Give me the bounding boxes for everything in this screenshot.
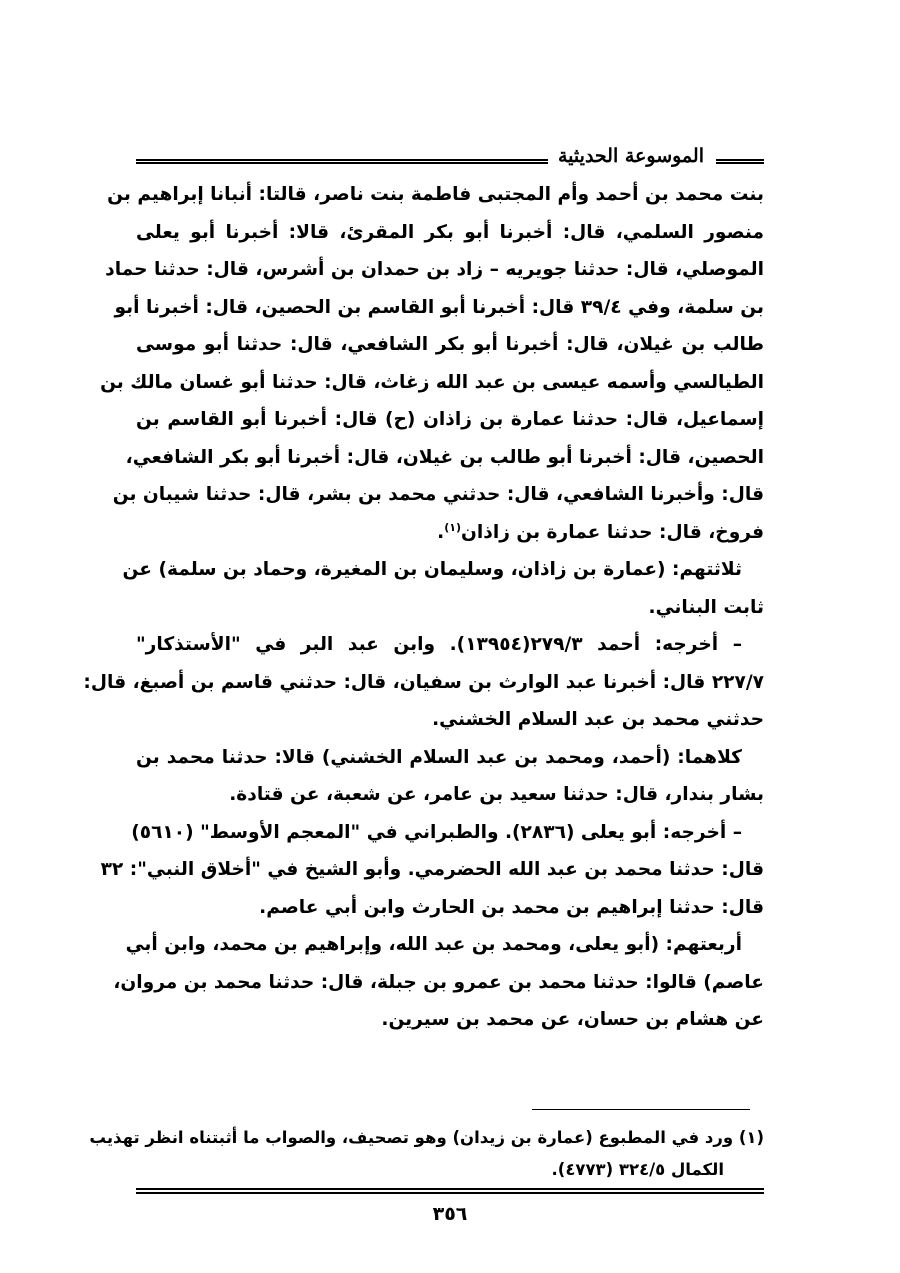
text-line-content: إسماعيل، قال: حدثنا عمارة بن زاذان (ح) قال: أخبرنا أبو القاسم بن — [136, 409, 764, 430]
text-line — [136, 401, 764, 439]
text-line-content: ثابت البناني. — [648, 596, 764, 618]
footnote — [89, 1122, 764, 1186]
text-line — [105, 251, 764, 289]
text-line-content: بن سلمة، وفي ٣٩/٤ قال: أخبرنا أبو القاسم بن الحصين، قال: أخبرنا أبو — [114, 296, 764, 318]
text-line-tail: . — [437, 521, 445, 543]
text-line-content: قال: حدثنا إبراهيم بن محمد بن الحارث وابن أبي عاصم. — [259, 896, 764, 918]
text-line — [136, 589, 764, 627]
text-line — [136, 739, 764, 777]
text-line-content: ٢٢٧/٧ قال: أخبرنا عبد الوارث بن سفيان، قال: حدثني قاسم بن أصبغ، قال: — [83, 671, 764, 693]
text-line — [125, 926, 764, 964]
text-line-content: بشار بندار، قال: حدثنا سعيد بن عامر، عن شعبة، عن قتادة. — [229, 784, 764, 805]
bottom-rule — [136, 1188, 764, 1194]
text-line — [112, 476, 764, 514]
text-line — [136, 701, 764, 739]
text-line — [136, 776, 764, 814]
header-title: الموسوعة الحديثية — [558, 145, 704, 167]
text-line — [136, 326, 764, 364]
text-line — [114, 289, 764, 327]
text-line-content: – أخرجه: أحمد ٢٧٩/٣(١٣٩٥٤). وابن عبد البر في "الأستذكار" — [136, 634, 742, 655]
text-line-content: عاصم) قالوا: حدثنا محمد بن عمرو بن جبلة، قال: حدثنا محمد بن مروان، — [113, 971, 764, 993]
text-line — [100, 851, 764, 889]
text-line — [83, 664, 764, 702]
text-line-content: قال: حدثنا محمد بن عبد الله الحضرمي. وأبو الشيخ في "أخلاق النبي": ٣٢ — [100, 859, 764, 880]
footnote-line: (١) ورد في المطبوع (عمارة بن زيدان) وهو تصحيف، والصواب ما أثبتناه انظر تهذيب — [89, 1128, 764, 1147]
footnote-line: الكمال ٣٢٤/٥ (٤٧٧٣). — [551, 1160, 724, 1179]
text-line — [100, 364, 764, 402]
text-line — [113, 964, 764, 1002]
text-line — [107, 176, 764, 214]
text-line — [122, 551, 764, 589]
text-line — [136, 214, 764, 252]
text-line — [136, 514, 764, 552]
text-line-content: حدثني محمد بن عبد السلام الخشني. — [432, 709, 764, 730]
text-line-content: كلاهما: (أحمد، ومحمد بن عبد السلام الخشني) قالا: حدثنا محمد بن — [136, 746, 742, 768]
main-text — [83, 176, 764, 1039]
text-line — [136, 889, 764, 927]
header-rule-left — [136, 159, 548, 164]
footnote-separator — [532, 1109, 750, 1110]
text-line — [131, 814, 764, 852]
text-line — [136, 1001, 764, 1039]
header-rule-right — [716, 159, 764, 164]
text-line-content: الحصين، قال: أخبرنا أبو طالب بن غيلان، قال: أخبرنا أبو بكر الشافعي، — [125, 446, 764, 468]
text-line-content: قال: وأخبرنا الشافعي، قال: حدثني محمد بن بشر، قال: حدثنا شيبان بن — [112, 484, 764, 505]
text-line-content: أربعتهم: (أبو يعلى، ومحمد بن عبد الله، وإبراهيم بن محمد، وابن أبي — [125, 934, 742, 955]
text-line-content: طالب بن غيلان، قال: أخبرنا أبو بكر الشافعي، قال: حدثنا أبو موسى — [136, 334, 764, 355]
text-line-content: الطيالسي وأسمه عيسى بن عبد الله زغاث، قال: حدثنا أبو غسان مالك بن — [100, 371, 764, 393]
text-line — [125, 439, 764, 477]
text-line-content: منصور السلمي، قال: أخبرنا أبو بكر المقرئ، قالا: أخبرنا أبو يعلى — [136, 221, 764, 243]
text-line-content: – أخرجه: أبو يعلى (٢٨٣٦). والطبراني في "المعجم الأوسط" (٥٦١٠) — [131, 821, 742, 843]
text-line-content: بنت محمد بن أحمد وأم المجتبى فاطمة بنت ناصر، قالتا: أنبانا إبراهيم بن — [107, 184, 764, 205]
text-line-content: الموصلي، قال: حدثنا جويريه – زاد بن حمدان بن أشرس، قال: حدثنا حماد — [105, 259, 764, 280]
text-line-content: فروخ، قال: حدثنا عمارة بن زاذان — [461, 521, 764, 543]
text-line-content: ثلاثتهم: (عمارة بن زاذان، وسليمان بن المغيرة، وحماد بن سلمة) عن — [122, 559, 742, 580]
text-line-content: عن هشام بن حسان، عن محمد بن سيرين. — [381, 1009, 764, 1030]
footnote-marker[interactable]: (١) — [444, 520, 462, 534]
running-header — [136, 142, 764, 172]
page-number: ٣٥٦ — [432, 1203, 468, 1225]
text-line — [136, 626, 764, 664]
